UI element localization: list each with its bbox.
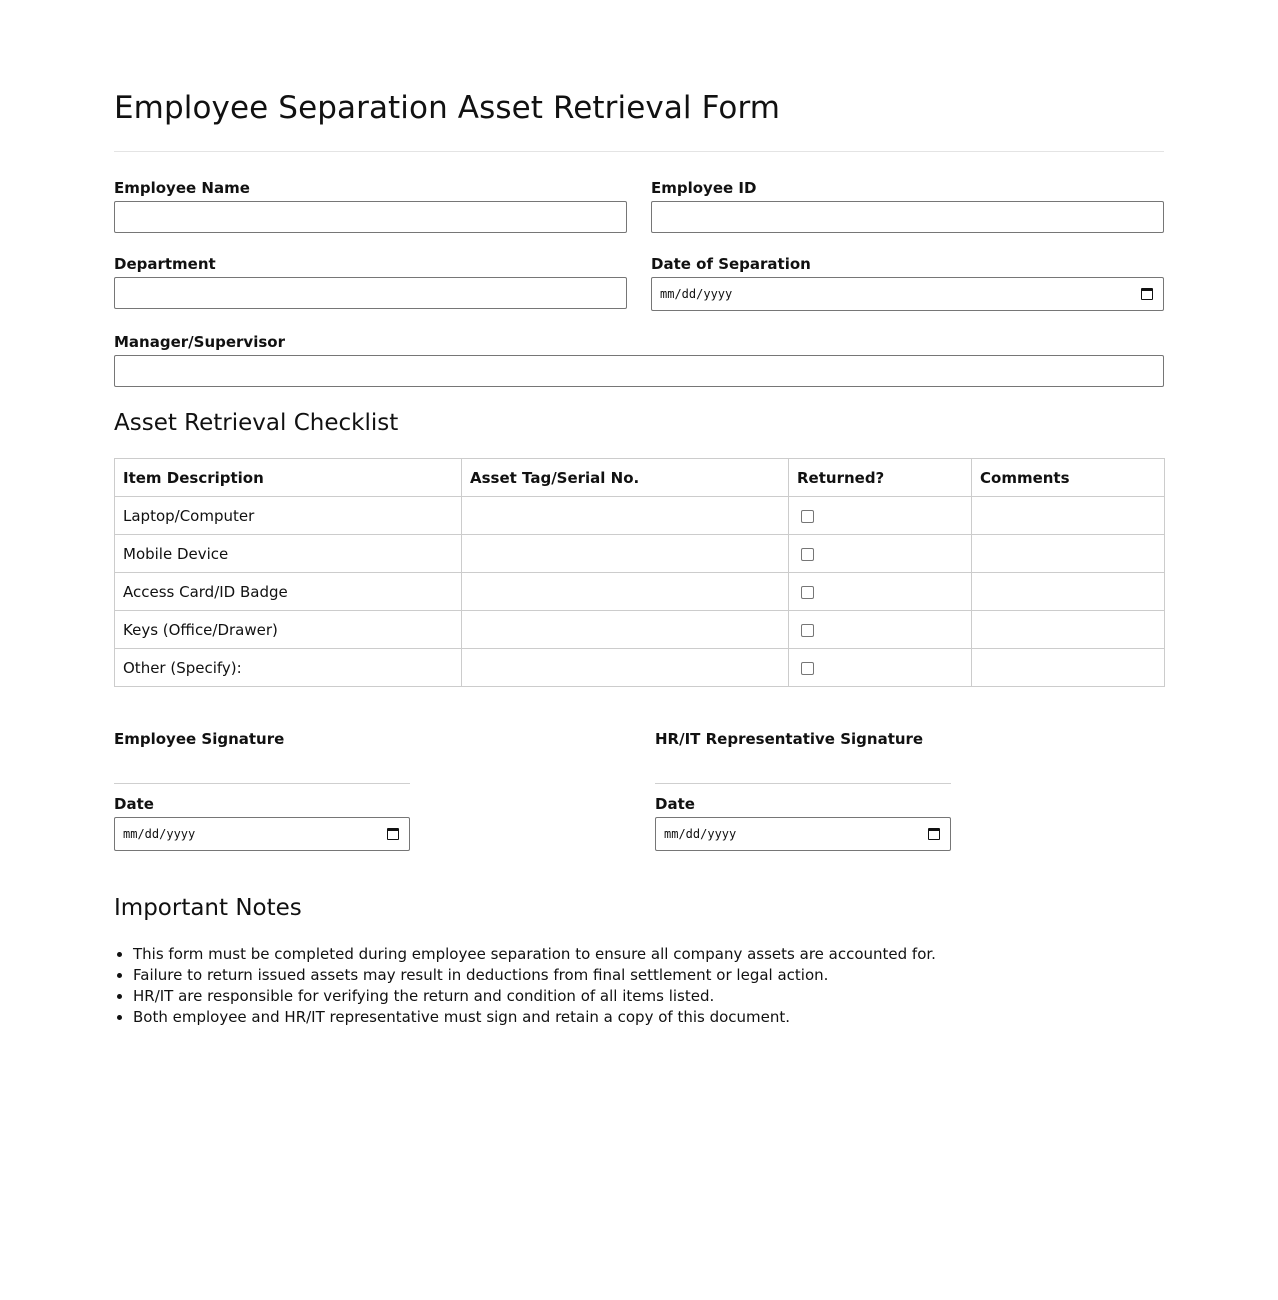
item-description-cell: Mobile Device: [115, 535, 462, 573]
list-item: • This form must be completed during employee separation to ensure all company assets are accounted for.: [133, 944, 936, 965]
comments-cell[interactable]: [972, 611, 1165, 649]
hr-date-label: Date: [655, 795, 695, 813]
returned-checkbox[interactable]: [801, 510, 814, 523]
returned-cell: [789, 611, 972, 649]
list-item: • HR/IT are responsible for verifying the return and condition of all items listed.: [133, 986, 936, 1007]
hr-signature-label: HR/IT Representative Signature: [655, 730, 924, 748]
employee-id-label: Employee ID: [651, 179, 757, 197]
column-header-item-description: Item Description: [115, 459, 462, 497]
calendar-icon[interactable]: [928, 828, 940, 840]
comments-cell[interactable]: [972, 497, 1165, 535]
returned-checkbox[interactable]: [801, 548, 814, 561]
calendar-icon[interactable]: [387, 828, 399, 840]
department-input[interactable]: [114, 277, 627, 309]
asset-tag-cell[interactable]: [462, 573, 789, 611]
employee-name-input[interactable]: [114, 201, 627, 233]
page-title: Employee Separation Asset Retrieval Form: [114, 90, 781, 126]
item-description-cell: Keys (Office/Drawer): [115, 611, 462, 649]
list-item: • Failure to return issued assets may result in deductions from final settlement or legal action.: [133, 965, 936, 986]
manager-input[interactable]: [114, 355, 1164, 387]
item-description-cell: Access Card/ID Badge: [115, 573, 462, 611]
hr-date-input[interactable]: [655, 817, 951, 851]
employee-name-label: Employee Name: [114, 179, 250, 197]
returned-cell: [789, 649, 972, 687]
column-header-returned: Returned?: [789, 459, 972, 497]
manager-label: Manager/Supervisor: [114, 333, 285, 351]
department-label: Department: [114, 255, 216, 273]
returned-checkbox[interactable]: [801, 662, 814, 675]
column-header-asset-tag: Asset Tag/Serial No.: [462, 459, 789, 497]
employee-date-placeholder: mm/dd/yyyy: [123, 827, 196, 841]
table-header-row: [115, 459, 1165, 497]
list-item: • Both employee and HR/IT representative must sign and retain a copy of this document.: [133, 1007, 936, 1028]
comments-cell[interactable]: [972, 535, 1165, 573]
hr-signature-line[interactable]: [655, 783, 951, 784]
returned-cell: [789, 573, 972, 611]
date-of-separation-label: Date of Separation: [651, 255, 811, 273]
table-row: [115, 649, 1165, 687]
returned-checkbox[interactable]: [801, 586, 814, 599]
item-description-cell: Other (Specify):: [115, 649, 462, 687]
date-of-separation-input[interactable]: [651, 277, 1164, 311]
employee-signature-line[interactable]: [114, 783, 410, 784]
returned-cell: [789, 535, 972, 573]
employee-date-label: Date: [114, 795, 154, 813]
checklist-heading: Asset Retrieval Checklist: [114, 410, 399, 436]
notes-list: [114, 944, 936, 1028]
returned-checkbox[interactable]: [801, 624, 814, 637]
date-of-separation-placeholder: mm/dd/yyyy: [660, 287, 733, 301]
table-row: [115, 611, 1165, 649]
asset-tag-cell[interactable]: [462, 535, 789, 573]
asset-checklist-table: [114, 458, 1165, 687]
notes-heading: Important Notes: [114, 895, 302, 921]
returned-cell: [789, 497, 972, 535]
item-description-cell: Laptop/Computer: [115, 497, 462, 535]
employee-signature-label: Employee Signature: [114, 730, 285, 748]
asset-tag-cell[interactable]: [462, 497, 789, 535]
employee-id-input[interactable]: [651, 201, 1164, 233]
asset-tag-cell[interactable]: [462, 611, 789, 649]
comments-cell[interactable]: [972, 649, 1165, 687]
column-header-comments: Comments: [972, 459, 1165, 497]
asset-tag-cell[interactable]: [462, 649, 789, 687]
comments-cell[interactable]: [972, 573, 1165, 611]
table-row: [115, 573, 1165, 611]
table-row: [115, 497, 1165, 535]
employee-date-input[interactable]: [114, 817, 410, 851]
calendar-icon[interactable]: [1141, 288, 1153, 300]
title-divider: [114, 151, 1164, 152]
table-row: [115, 535, 1165, 573]
hr-date-placeholder: mm/dd/yyyy: [664, 827, 737, 841]
